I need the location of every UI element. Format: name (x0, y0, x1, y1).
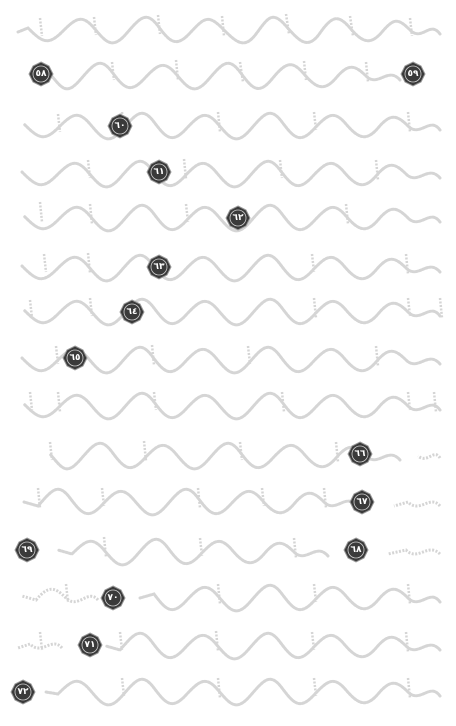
ayah-number: ٦٩ (21, 544, 33, 555)
ayah-number: ٦٣ (153, 261, 165, 272)
script-line-6 (10, 244, 446, 288)
calligraphy-line (10, 290, 446, 334)
calligraphy-line (10, 104, 446, 148)
ayah-marker-71 (77, 632, 103, 658)
ayah-number: ٦٢ (232, 212, 244, 223)
script-line-4 (10, 150, 446, 194)
ayah-marker-66 (347, 441, 373, 467)
ayah-marker-64 (119, 299, 145, 325)
ayah-marker-60 (107, 113, 133, 139)
ayah-marker-70 (100, 585, 126, 611)
ayah-marker-69 (14, 537, 40, 563)
ayah-marker-68 (343, 537, 369, 563)
ayah-number: ٦٦ (354, 448, 366, 459)
ayah-number: ٦٥ (69, 352, 81, 363)
ayah-marker-65 (62, 345, 88, 371)
ayah-number: ٥٨ (35, 68, 47, 79)
calligraphy-line (10, 622, 446, 666)
calligraphy-line (10, 384, 446, 428)
script-line-14 (10, 622, 446, 666)
script-line-1 (10, 6, 446, 50)
ayah-marker-72 (10, 679, 36, 705)
ayah-marker-59 (400, 61, 426, 87)
ayah-marker-58 (28, 61, 54, 87)
script-line-12 (10, 528, 446, 572)
ayah-marker-63 (146, 254, 172, 280)
calligraphy-line (10, 432, 446, 476)
script-line-3 (10, 104, 446, 148)
ayah-number: ٧٠ (107, 592, 119, 603)
ayah-marker-67 (349, 489, 375, 515)
script-line-10 (10, 432, 446, 476)
script-line-13 (10, 576, 446, 620)
ayah-number: ٦٠ (114, 120, 126, 131)
calligraphy-line (10, 244, 446, 288)
ayah-number: ٦٤ (126, 306, 138, 317)
calligraphy-line (10, 576, 446, 620)
calligraphy-line (10, 6, 446, 50)
script-line-7 (10, 290, 446, 334)
calligraphy-line (10, 670, 446, 714)
ayah-marker-61 (146, 159, 172, 185)
script-line-2 (10, 52, 446, 96)
calligraphy-line (10, 52, 446, 96)
script-line-15 (10, 670, 446, 714)
ayah-number: ٦١ (153, 166, 165, 177)
calligraphy-line (10, 528, 446, 572)
script-line-11 (10, 480, 446, 524)
ayah-marker-62 (225, 205, 251, 231)
script-line-9 (10, 384, 446, 428)
ayah-number: ٦٨ (350, 544, 362, 555)
ayah-number: ٧٢ (17, 686, 29, 697)
calligraphy-line (10, 480, 446, 524)
ayah-number: ٦٧ (356, 496, 368, 507)
ayah-number: ٥٩ (407, 68, 419, 79)
ayah-number: ٧١ (84, 639, 96, 650)
calligraphy-line (10, 150, 446, 194)
